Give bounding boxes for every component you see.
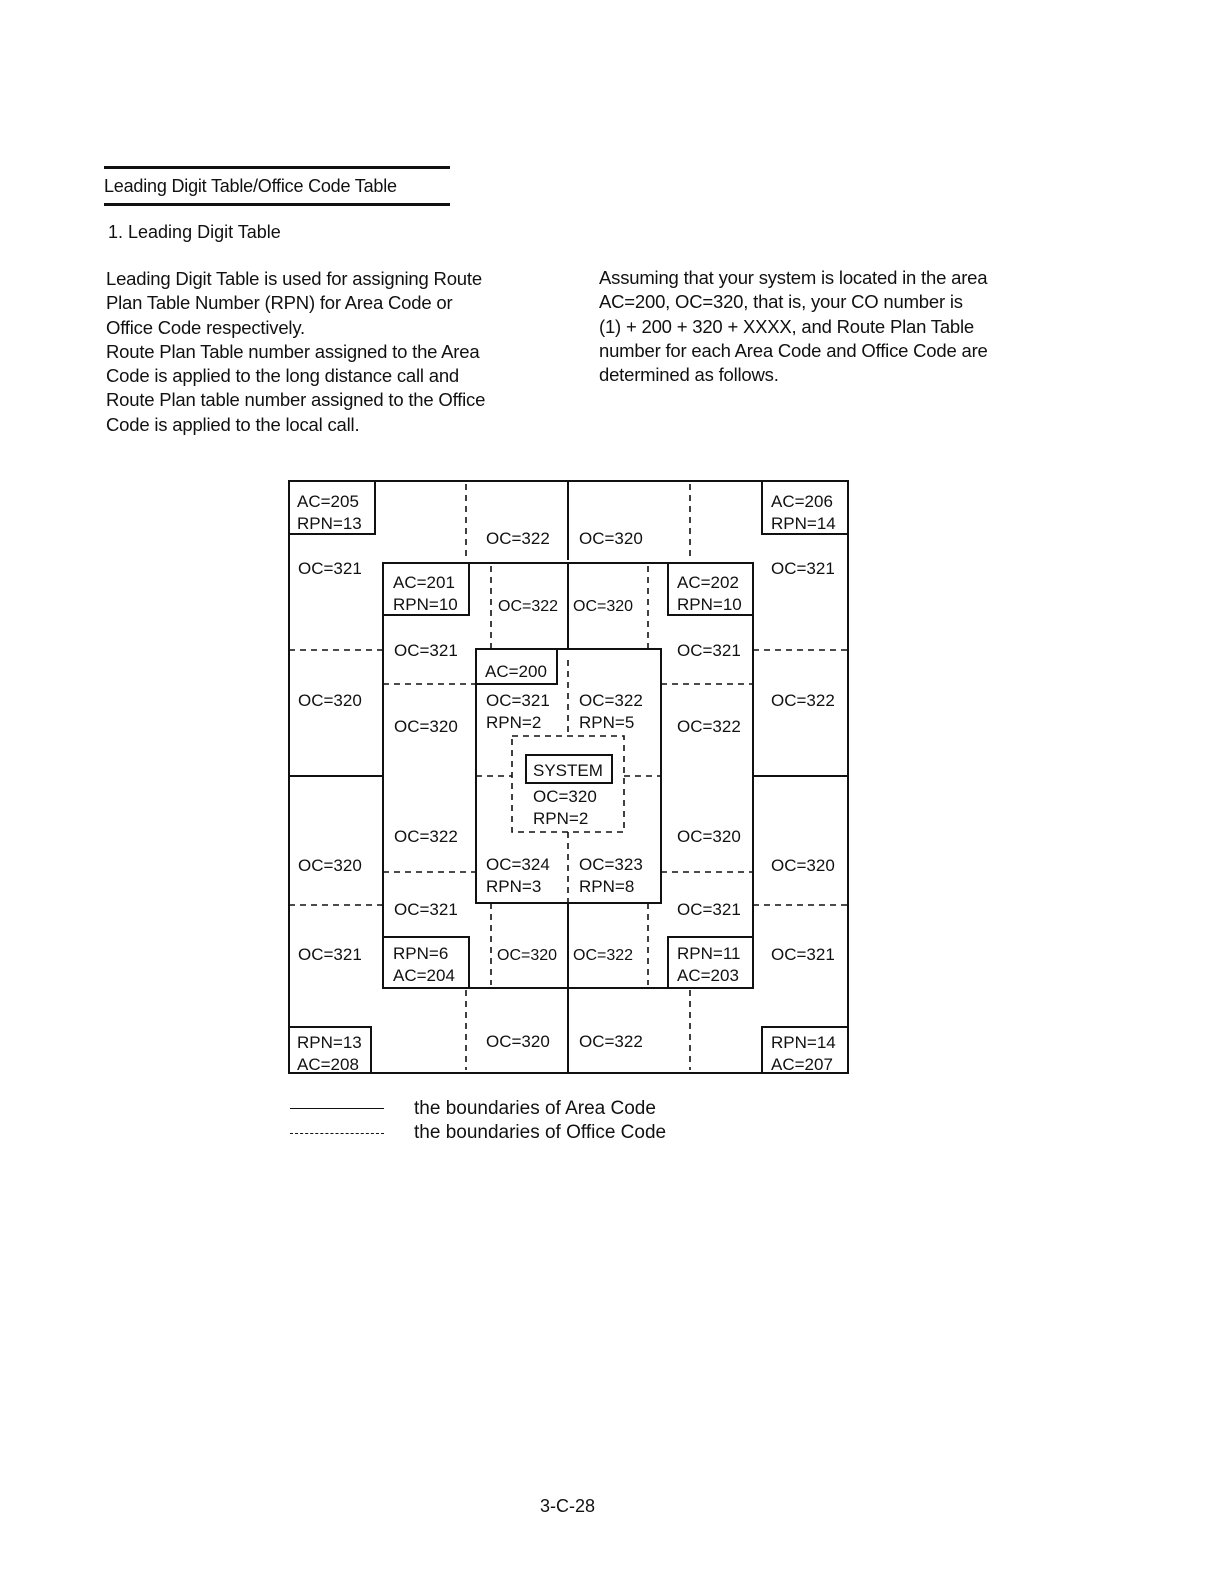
right-paragraph-line: (1) + 200 + 320 + XXXX, and Route Plan Table xyxy=(599,315,975,337)
label-oc322-bottom: OC=322 xyxy=(579,1032,643,1051)
label-oc322-l3: OC=322 xyxy=(394,827,458,846)
left-paragraph-line: Code is applied to the long distance call and xyxy=(106,365,460,387)
label-oc320-top: OC=320 xyxy=(579,529,643,548)
legend-area-code: the boundaries of Area Code xyxy=(414,1098,656,1119)
left-paragraph-line: Leading Digit Table is used for assigning Route xyxy=(106,268,482,289)
label-oc320-l2: OC=320 xyxy=(394,717,458,736)
label-ac208: AC=208 xyxy=(297,1055,359,1074)
right-paragraph-line: number for each Area Code and Office Code are xyxy=(599,339,988,361)
label-rpn8-center: RPN=8 xyxy=(579,877,635,896)
label-oc322-center: OC=322 xyxy=(579,691,643,710)
label-rpn10-a: RPN=10 xyxy=(393,595,458,614)
label-rpn2-center: RPN=2 xyxy=(486,713,542,732)
label-oc320-r3: OC=320 xyxy=(677,827,741,846)
label-oc321-bl: OC=321 xyxy=(298,945,362,964)
page-number: 3-C-28 xyxy=(540,1496,596,1516)
label-oc321-br: OC=321 xyxy=(771,945,835,964)
label-oc321-l4: OC=321 xyxy=(394,900,458,919)
label-oc320-inner: OC=320 xyxy=(573,598,634,615)
left-paragraph-line: Office Code respectively. xyxy=(106,316,305,338)
label-rpn5-center: RPN=5 xyxy=(579,713,635,732)
left-paragraph-line: Route Plan table number assigned to the Office xyxy=(106,389,486,411)
label-rpn3-center: RPN=3 xyxy=(486,877,542,896)
section-title: Leading Digit Table/Office Code Table xyxy=(104,166,450,206)
label-ac203: AC=203 xyxy=(677,966,739,985)
right-paragraph-line: Assuming that your system is located in the area xyxy=(599,267,988,288)
legend-office-code: the boundaries of Office Code xyxy=(414,1122,667,1143)
right-paragraph-line: determined as follows. xyxy=(599,364,779,386)
legend-solid-line xyxy=(290,1108,384,1109)
label-oc322-mr: OC=322 xyxy=(771,691,835,710)
label-oc320-bottom: OC=320 xyxy=(486,1032,550,1051)
label-ac204: AC=204 xyxy=(393,966,455,985)
label-oc321-r4: OC=321 xyxy=(677,900,741,919)
label-ac207: AC=207 xyxy=(771,1055,833,1074)
legend-dashed-line xyxy=(290,1133,384,1134)
label-rpn13-top: RPN=13 xyxy=(297,514,362,533)
left-paragraph-line: Code is applied to the local call. xyxy=(106,413,360,435)
label-oc322-inner: OC=322 xyxy=(498,598,559,615)
label-oc322-r2: OC=322 xyxy=(677,717,741,736)
label-system-rpn: RPN=2 xyxy=(533,809,589,828)
label-ac200: AC=200 xyxy=(485,662,547,681)
label-rpn6: RPN=6 xyxy=(393,944,449,963)
label-oc321-center: OC=321 xyxy=(486,691,550,710)
label-ac206: AC=206 xyxy=(771,492,833,511)
label-oc320-ll: OC=320 xyxy=(298,856,362,875)
left-paragraph-line: Route Plan Table number assigned to the Area xyxy=(106,340,480,362)
label-oc321-r1: OC=321 xyxy=(677,641,741,660)
label-system: SYSTEM xyxy=(533,761,603,780)
label-rpn14-top: RPN=14 xyxy=(771,514,836,533)
label-rpn10-b: RPN=10 xyxy=(677,595,742,614)
label-oc321-ul: OC=321 xyxy=(298,559,362,578)
label-oc322-bottom-inner: OC=322 xyxy=(573,947,634,964)
label-oc324-center: OC=324 xyxy=(486,855,550,874)
label-rpn14-bottom: RPN=14 xyxy=(771,1033,836,1052)
label-rpn11: RPN=11 xyxy=(677,944,741,963)
label-ac205: AC=205 xyxy=(297,492,359,511)
label-oc321-ur: OC=321 xyxy=(771,559,835,578)
label-ac201: AC=201 xyxy=(393,573,455,592)
label-oc320-ml: OC=320 xyxy=(298,691,362,710)
label-oc320-rr: OC=320 xyxy=(771,856,835,875)
label-ac202: AC=202 xyxy=(677,573,739,592)
right-paragraph-line: AC=200, OC=320, that is, your CO number is xyxy=(599,291,963,313)
label-rpn13-bottom: RPN=13 xyxy=(297,1033,362,1052)
label-oc321-l1: OC=321 xyxy=(394,641,458,660)
label-system-oc: OC=320 xyxy=(533,787,597,806)
label-oc323-center: OC=323 xyxy=(579,855,643,874)
left-paragraph-line: Plan Table Number (RPN) for Area Code or xyxy=(106,292,453,314)
label-oc320-bottom-inner: OC=320 xyxy=(497,947,558,964)
subheading: 1. Leading Digit Table xyxy=(108,222,281,242)
label-oc322-top: OC=322 xyxy=(486,529,550,548)
